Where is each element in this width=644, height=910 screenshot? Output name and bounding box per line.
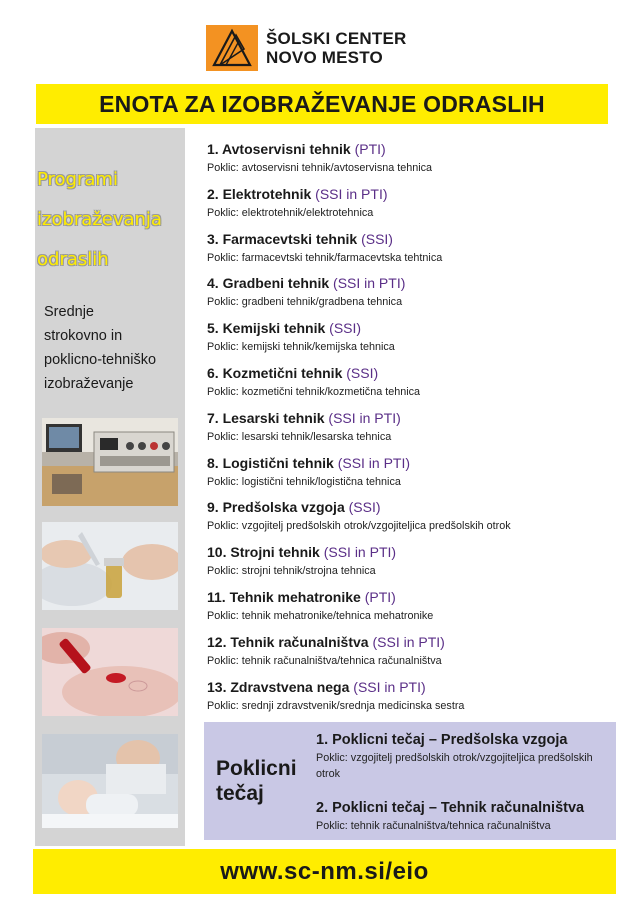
program-title: 3. Farmacevtski tehnik — [207, 230, 358, 247]
program-title: 7. Lesarski tehnik — [207, 409, 325, 426]
program-job: Poklic: strojni tehnik/strojna tehnica — [207, 565, 376, 578]
list-item — [207, 408, 607, 453]
program-job: Poklic: gradbeni tehnik/gradbena tehnica — [207, 296, 403, 309]
program-tag: (PTI) — [364, 588, 396, 605]
program-tag: (PTI) — [354, 141, 386, 157]
program-title: 1. Avtoservisni tehnik — [207, 141, 351, 157]
program-title: 6. Kozmetični tehnik — [207, 364, 343, 381]
course-job: Poklic: tehnik računalništva/tehnica računalništva — [316, 820, 551, 832]
program-tag: (SSI in PTI) — [333, 275, 406, 292]
program-title: 4. Gradbeni tehnik — [207, 275, 330, 292]
vocational-course-box — [204, 722, 616, 840]
program-tag: (SSI) — [346, 364, 379, 381]
course-title: 1. Poklicni tečaj – Predšolska vzgoja — [316, 732, 568, 748]
sidebar-heading-line: izobraževanja — [37, 209, 162, 230]
school-logo — [206, 25, 407, 71]
program-tag: (SSI in PTI) — [337, 454, 411, 471]
logo-text — [266, 29, 407, 67]
course-job: Poklic: vzgojitelj predšolskih otrok/vzgojiteljica predšolskih otrok — [316, 752, 593, 780]
course-label-line: tečaj — [216, 782, 264, 805]
course-label-line: Poklicni — [216, 757, 297, 780]
footer-band — [33, 849, 616, 894]
program-tag: (SSI in PTI) — [315, 185, 388, 202]
program-job: Poklic: vzgojitelj predšolskih otrok/vzgojiteljica predšolskih otrok — [207, 520, 511, 533]
logo-line-2: NOVO MESTO — [266, 48, 383, 67]
list-item — [207, 587, 607, 632]
list-item — [316, 798, 612, 834]
list-item — [207, 229, 607, 274]
program-job: Poklic: farmacevtski tehnik/farmacevtska tehtnica — [207, 251, 443, 264]
sidebar-heading-line: odraslih — [37, 249, 109, 270]
sidebar-heading — [37, 160, 162, 280]
list-item — [207, 497, 607, 542]
website-link[interactable]: www.sc-nm.si/eio — [220, 857, 429, 885]
list-item — [207, 184, 607, 229]
title-band — [36, 84, 608, 124]
laboratory-photo — [42, 522, 178, 610]
list-item — [316, 730, 612, 782]
program-tag: (SSI in PTI) — [323, 544, 397, 561]
program-title: 10. Strojni tehnik — [207, 544, 320, 561]
program-tag: (SSI in PTI) — [353, 678, 426, 695]
program-job: Poklic: kozmetični tehnik/kozmetična tehnica — [207, 385, 421, 398]
sidebar-subheading-line: Srednje — [44, 304, 94, 320]
sidebar-subheading-line: strokovno in — [44, 328, 123, 344]
program-title: 2. Elektrotehnik — [207, 185, 312, 202]
list-item — [207, 318, 607, 363]
program-title: 13. Zdravstvena nega — [207, 678, 350, 695]
course-title: 2. Poklicni tečaj – Tehnik računalništva — [316, 800, 585, 816]
program-title: 8. Logistični tehnik — [207, 454, 334, 471]
program-job: Poklic: kemijski tehnik/kemijska tehnica — [207, 341, 395, 354]
program-job: Poklic: lesarski tehnik/lesarska tehnica — [207, 430, 392, 443]
lab-equipment-photo — [42, 418, 178, 506]
program-tag: (SSI) — [361, 230, 393, 247]
logo-triangle-icon — [206, 25, 258, 71]
sidebar-heading-line: Programi — [37, 169, 118, 190]
list-item — [207, 363, 607, 408]
logo-line-1: ŠOLSKI CENTER — [266, 29, 407, 48]
program-list — [207, 139, 607, 721]
program-title: 9. Predšolska vzgoja — [207, 499, 345, 516]
program-title: 11. Tehnik mehatronike — [207, 588, 361, 605]
list-item — [207, 273, 607, 318]
program-job: Poklic: tehnik mehatronike/tehnica mehatronike — [207, 609, 434, 622]
list-item — [207, 632, 607, 677]
program-tag: (SSI) — [348, 499, 381, 516]
program-job: Poklic: logistični tehnik/logistična tehnica — [207, 475, 401, 488]
sidebar-subheading — [44, 300, 184, 396]
list-item — [207, 542, 607, 587]
program-job: Poklic: srednji zdravstvenik/srednja medicinska sestra — [207, 699, 465, 712]
program-tag: (SSI in PTI) — [328, 409, 401, 426]
program-tag: (SSI) — [329, 320, 362, 337]
cosmetic-nails-photo — [42, 628, 178, 716]
healthcare-training-photo — [42, 734, 178, 828]
course-label — [216, 756, 297, 806]
program-title: 5. Kemijski tehnik — [207, 320, 326, 337]
program-job: Poklic: tehnik računalništva/tehnica računalništva — [207, 654, 442, 667]
program-tag: (SSI in PTI) — [372, 633, 445, 650]
list-item — [207, 139, 607, 184]
sidebar-subheading-line: poklicno-tehniško — [44, 352, 157, 368]
program-title: 12. Tehnik računalništva — [207, 633, 369, 650]
list-item — [207, 677, 607, 722]
program-job: Poklic: avtoservisni tehnik/avtoservisna tehnica — [207, 162, 433, 174]
sidebar-subheading-line: izobraževanje — [44, 376, 134, 392]
page-title: ENOTA ZA IZOBRAŽEVANJE ODRASLIH — [99, 90, 545, 117]
program-job: Poklic: elektrotehnik/elektrotehnica — [207, 206, 374, 219]
list-item — [207, 453, 607, 498]
